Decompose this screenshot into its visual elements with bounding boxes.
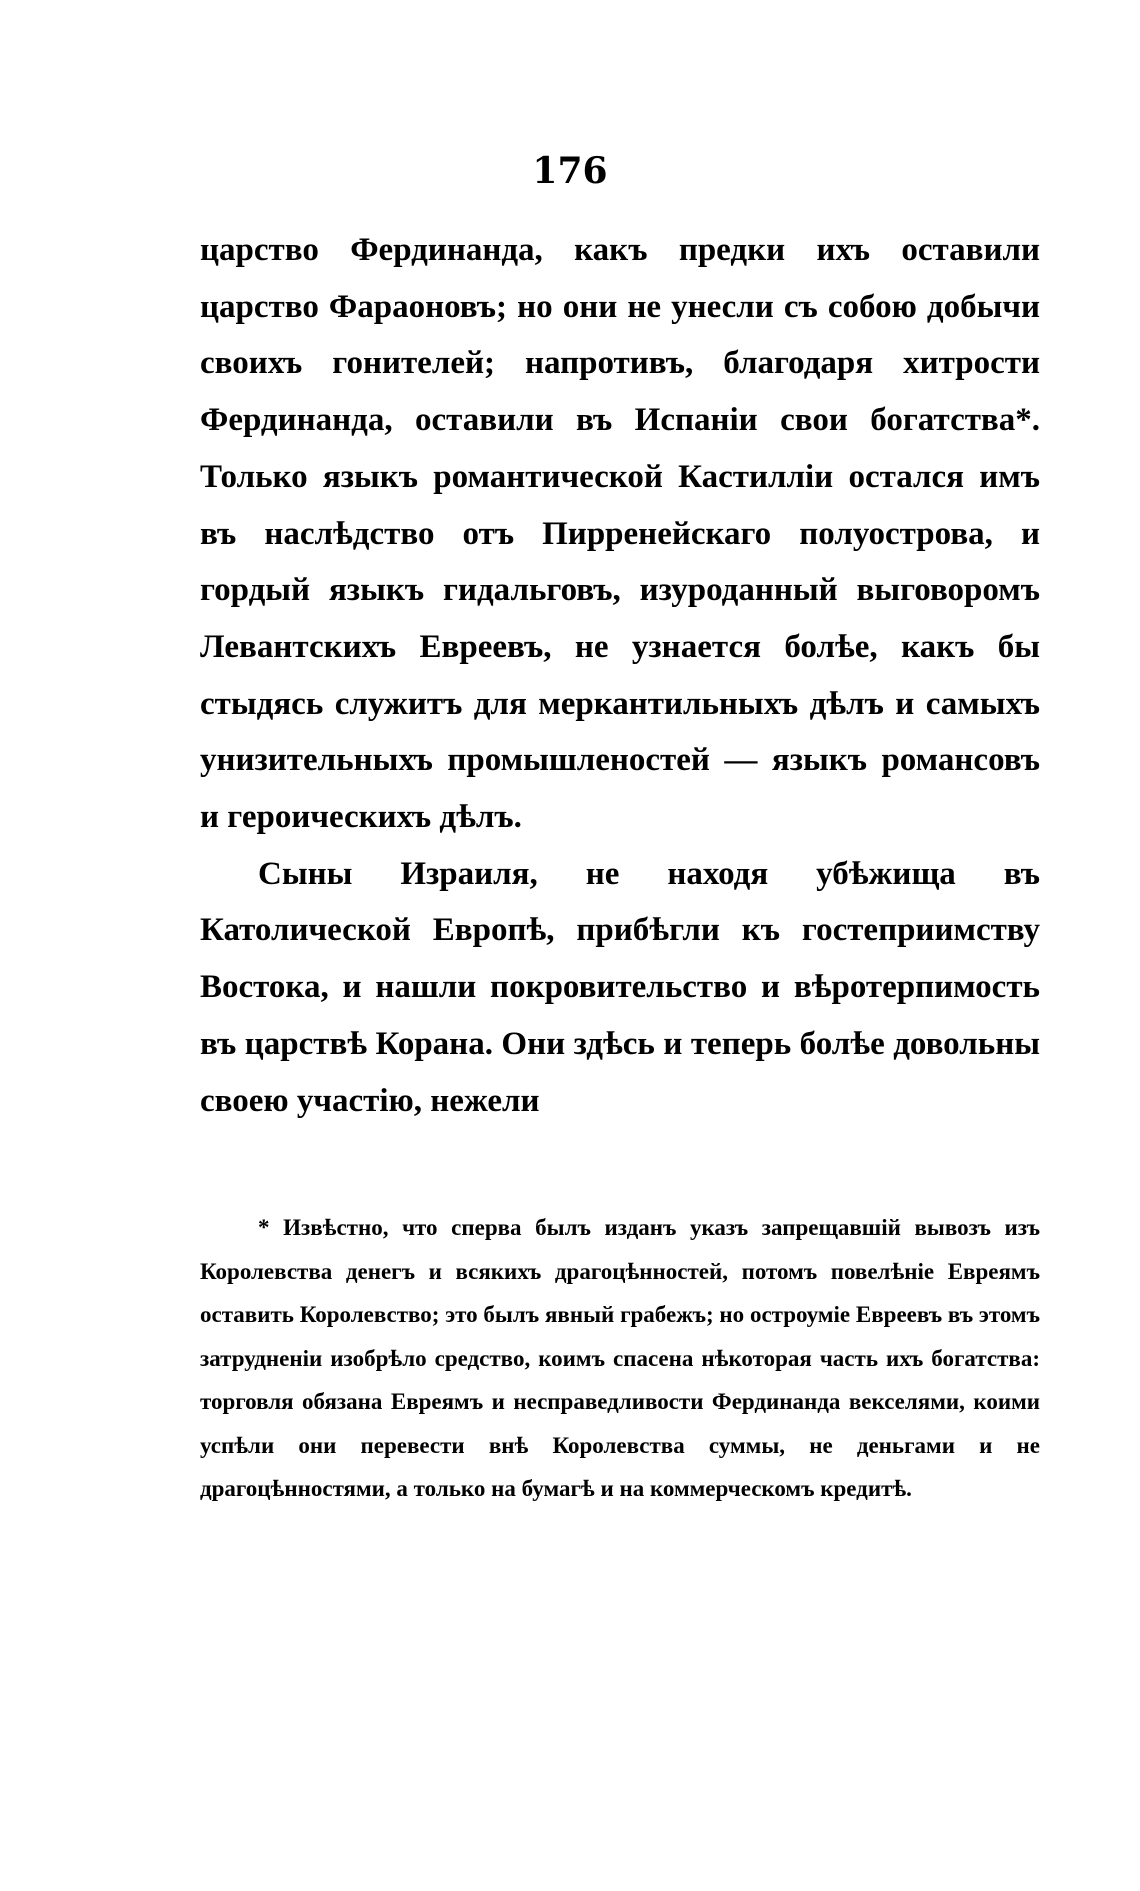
paragraph-2: Сыны Израиля, не находя убѣжища въ Католической Европѣ, прибѣгли къ гостеприимству Востока, и нашли покровительство и вѣротерпимость въ царствѣ Корана. Они здѣсь и теперь болѣе довольны своею участію, нежели bbox=[200, 855, 1040, 1119]
paragraph-1: царство Фердинанда, какъ предки ихъ оставили царство Фараоновъ; но они не унесли съ собою добычи своихъ гонителей; напротивъ, благодаря хитрости Фердинанда, оставили въ Испаніи свои богатства*. Только языкъ романтической Кастилліи остался имъ въ наслѣдство отъ Пирренейскаго полуострова, и гордый языкъ гидальговъ, изуроданный выговоромъ Левантскихъ Евреевъ, не узнается болѣе, какъ бы стыдясь служитъ для меркантильныхъ дѣлъ и самыхъ унизительныхъ промышленостей — языкъ романсовъ и героическихъ дѣлъ. bbox=[200, 232, 1040, 836]
page-number: 176 bbox=[532, 150, 608, 192]
main-text bbox=[200, 222, 1040, 1129]
footnote-text: * Извѣстно, что сперва былъ изданъ указъ запрещавшій вывозъ изъ Королевства денегъ и всякихъ драгоцѣнностей, потомъ повелѣніе Евреямъ оставить Королевство; это былъ явный грабежъ; но остроуміе Евреевъ въ этомъ затрудненіи изобрѣло средство, коимъ спасена нѣкоторая часть ихъ богатства: торговля обязана Евреямъ и несправедливости Фердинанда векселями, коими успѣли они перевести внѣ Королевства суммы, не деньгами и не драгоцѣнностями, а только на бумагѣ и на коммерческомъ кредитѣ. bbox=[200, 1215, 1040, 1501]
footnote bbox=[200, 1206, 1040, 1511]
